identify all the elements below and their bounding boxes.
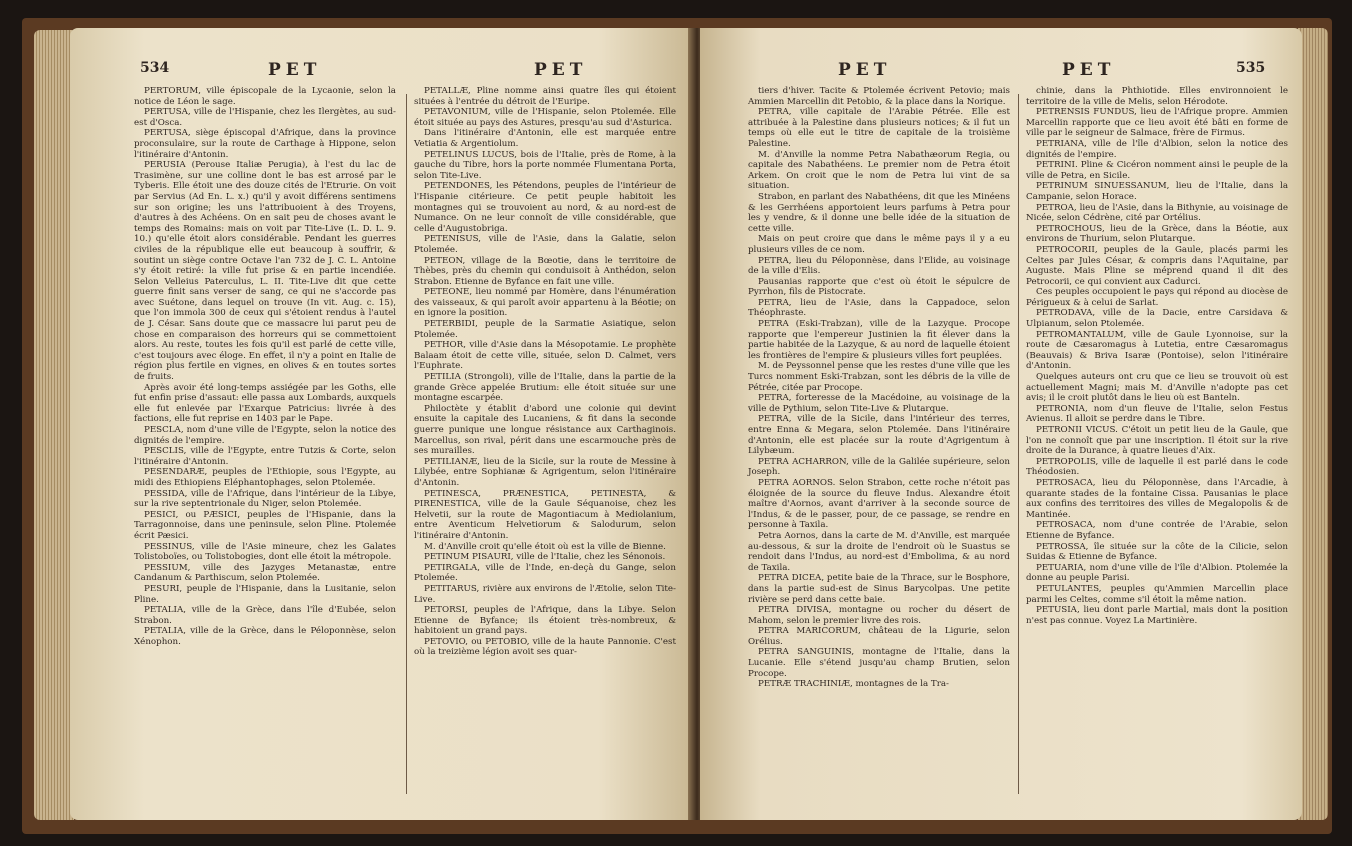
dictionary-entry: PETRODAVA, ville de la Dacie, entre Carsidava & Ulpianum, selon Ptolemée. bbox=[1026, 308, 1288, 330]
dictionary-entry: chinie, dans la Phthiotide. Elles environnoient le territoire de la ville de Melis, selon Hérodote. bbox=[1026, 86, 1288, 107]
dictionary-entry: PETENDONES, les Pétendons, peuples de l'intérieur de l'Hispanie citérieure. Ce petit peuple habitoit les montagnes qui se trouvoient au nord, & au nord-est de Numance. On ne leur connoît de ville considérable, que celle d'Augustobriga. bbox=[414, 181, 676, 234]
dictionary-entry: tiers d'hiver. Tacite & Ptolemée écrivent Petovio; mais Ammien Marcellin dit Petobio, & la place dans la Norique. bbox=[748, 86, 1010, 107]
dictionary-entry: PESSINUS, ville de l'Asie mineure, chez les Galates Tolistoboïes, ou Tolistobogies, dont elle étoit la métropole. bbox=[134, 541, 396, 563]
dictionary-entry: M. d'Anville croit qu'elle étoit où est la ville de Bienne. bbox=[424, 541, 666, 552]
dictionary-entry: PESENDARÆ, peuples de l'Ethiopie, sous l'Egypte, au midi des Ethiopiens Eléphantophages, selon Ptolemée. bbox=[134, 467, 396, 488]
dictionary-entry: PETROSSA, île située sur la côte de la Cilicie, selon Suidas & Etienne de Byfance. bbox=[1026, 541, 1288, 563]
left-col2-running-head: PET bbox=[534, 60, 588, 80]
dictionary-entry: PETRÆ TRACHINIÆ, montagnes de la Tra- bbox=[758, 679, 949, 690]
dictionary-entry: PETRA, lieu de l'Asie, dans la Cappadoce, selon Théophraste. bbox=[748, 297, 1010, 319]
right-col1-running-head: PET bbox=[838, 60, 892, 80]
dictionary-entry: PETRA, forteresse de la Macédoine, au voisinage de la ville de Pythium, selon Tite-Live & Plutarque. bbox=[748, 393, 1010, 414]
right-page-number: 535 bbox=[1236, 60, 1266, 76]
dictionary-entry: PETRA ACHARRON, ville de la Galilée supérieure, selon Joseph. bbox=[748, 456, 1010, 478]
dictionary-entry: PETHOR, ville d'Asie dans la Mésopotamie. Le prophète Balaam étoit de cette ville, située, selon D. Calmet, vers l'Euphrate. bbox=[414, 340, 676, 372]
dictionary-entry: Après avoir été long-temps assiégée par les Goths, elle fut enfin prise d'assaut: elle passa aux Lombards, auxquels elle fut enlevée par l'Exarque Patricius: livrée à des factions, elle fut reprise en 1403 par le Pape. bbox=[134, 382, 396, 425]
dictionary-entry: PETILIANÆ, lieu de la Sicile, sur la route de Messine à Lilybée, entre Sophianæ & Agrigentum, selon l'itinéraire d'Antonin. bbox=[414, 456, 676, 488]
dictionary-entry: PESCLIS, ville de l'Egypte, entre Tutzis & Corte, selon l'itinéraire d'Antonin. bbox=[134, 446, 396, 467]
dictionary-entry: PETENISUS, ville de l'Asie, dans la Galatie, selon Ptolemée. bbox=[414, 234, 676, 255]
dictionary-entry: Mais on peut croire que dans le même pays il y a eu plusieurs villes de ce nom. bbox=[748, 234, 1010, 255]
dictionary-entry: PETRA AORNOS. Selon Strabon, cette roche n'étoit pas éloignée de la source du fleuve Indus. Alexandre étoit maître d'Aornos, avant d'arriver à la seconde source de l'Indus, & de le passer, pour, de ce passage, se rendre en personne à Taxila. bbox=[748, 477, 1010, 531]
dictionary-entry: PETEON, village de la Bœotie, dans le territoire de Thèbes, près du chemin qui conduisoit à Anthédon, selon Strabon. Etienne de Byfance en fait une ville. bbox=[414, 255, 676, 287]
dictionary-entry: PESURI, peuple de l'Hispanie, dans la Lusitanie, selon Pline. bbox=[134, 583, 396, 605]
dictionary-entry: PETROSACA, nom d'une contrée de l'Arabie, selon Etienne de Byfance. bbox=[1026, 520, 1288, 541]
dictionary-entry: PETROMANTALUM, ville de Gaule Lyonnoise, sur la route de Cæsaromagus à Lutetia, entre Cæsaromagus (Beauvais) & Briva Isaræ (Pontoise), selon l'itinéraire d'Antonin. bbox=[1026, 329, 1288, 372]
dictionary-entry: PETORSI, peuples de l'Afrique, dans la Libye. Selon Etienne de Byfance; ils étoient très-nombreux, & habitoient un grand pays. bbox=[414, 605, 676, 637]
dictionary-entry: PETROA, lieu de l'Asie, dans la Bithynie, au voisinage de Nicée, selon Cédrène, cité par Ortélius. bbox=[1026, 202, 1288, 224]
dictionary-entry: PETUARIA, nom d'une ville de l'île d'Albion. Ptolemée la donne au peuple Parisi. bbox=[1026, 562, 1288, 584]
right-page-header bbox=[700, 60, 1302, 86]
dictionary-entry: PETRONIA, nom d'un fleuve de l'Italie, selon Festus Avienus. Il alloit se perdre dans le Tibre. bbox=[1026, 403, 1288, 425]
dictionary-entry: M. de Peyssonnel pense que les restes d'une ville que les Turcs nomment Eski-Trabzan, sont les débris de la ville de Pétrée, citée par Procope. bbox=[748, 361, 1010, 393]
dictionary-entry: PETILIA (Strongoli), ville de l'Italie, dans la partie de la grande Grèce appelée Brutium: elle étoit située sur une montagne escarpée. bbox=[414, 372, 676, 404]
right-page bbox=[700, 28, 1302, 820]
dictionary-entry: PETOVIO, ou PETOBIO, ville de la haute Pannonie. C'est où la treizième légion avoit ses quar- bbox=[414, 636, 676, 658]
dictionary-entry: PETITARUS, rivière aux environs de l'Ætolie, selon Tite-Live. bbox=[414, 583, 676, 605]
left-page-header bbox=[70, 60, 692, 86]
dictionary-entry: PERTORUM, ville épiscopale de la Lycaonie, selon la notice de Léon le sage. bbox=[134, 86, 396, 107]
left-col1-running-head: PET bbox=[268, 60, 322, 80]
dictionary-entry: PETALLÆ, Pline nomme ainsi quatre îles qui étoient situées à l'entrée du détroit de l'Euripe. bbox=[414, 86, 676, 107]
dictionary-entry: PETINUM PISAURI, ville de l'Italie, chez les Sénonois. bbox=[424, 552, 666, 563]
dictionary-entry: Ces peuples occupoient le pays qui répond au diocèse de Périgueux & à celui de Sarlat. bbox=[1026, 287, 1288, 308]
right-col2-running-head: PET bbox=[1062, 60, 1116, 80]
dictionary-entry: PETELINUS LUCUS, bois de l'Italie, près de Rome, à la gauche du Tibre, hors la porte nommée Flumentana Porta, selon Tite-Live. bbox=[414, 149, 676, 181]
dictionary-entry: PETRA DICEA, petite baie de la Thrace, sur le Bosphore, dans la partie sud-est de Sinus Barycolpas. Une petite rivière se perd dans cette baie. bbox=[748, 573, 1010, 605]
dictionary-entry: PETERBIDI, peuple de la Sarmatie Asiatique, selon Ptolemée. bbox=[414, 319, 676, 340]
dictionary-entry: PETRA SANGUINIS, montagne de l'Italie, dans la Lucanie. Elle s'étend jusqu'au champ Brutien, selon Procope. bbox=[748, 647, 1010, 679]
dictionary-entry: PETRINUM SINUESSANUM, lieu de l'Italie, dans la Campanie, selon Horace. bbox=[1026, 181, 1288, 202]
column-rule bbox=[406, 94, 407, 794]
dictionary-entry: PETRA, ville de la Sicile, dans l'intérieur des terres, entre Enna & Megara, selon Ptolemée. Dans l'itinéraire d'Antonin, elle est placée sur la route d'Agrigentum à Lilybæum. bbox=[748, 414, 1010, 457]
left-page-edges bbox=[34, 30, 74, 820]
right-page-edges bbox=[1298, 28, 1328, 820]
dictionary-entry: PESICI, ou PÆSICI, peuples de l'Hispanie, dans la Tarragonnoise, dans une peninsule, selon Pline. Ptolemée écrit Pæsici. bbox=[134, 509, 396, 541]
dictionary-entry: PERTUSA, siège épiscopal d'Afrique, dans la province proconsulaire, sur la route de Carthage à Hippone, selon l'itinéraire d'Antonin. bbox=[134, 128, 396, 160]
dictionary-entry: PETRA DIVISA, montagne ou rocher du désert de Mahom, selon le premier livre des rois. bbox=[748, 605, 1010, 626]
left-column-2 bbox=[414, 86, 676, 658]
dictionary-entry: Petra Aornos, dans la carte de M. d'Anville, est marquée au-dessous, & sur la droite de l'endroit où le Suastus se rendoit dans l'Indus, au nord-est d'Embolima, & au nord de Taxila. bbox=[748, 530, 1010, 573]
dictionary-entry: PETULANTES, peuples qu'Ammien Marcellin place parmi les Celtes, comme s'il étoit la même nation. bbox=[1026, 583, 1288, 605]
dictionary-entry: PETROCORII, peuples de la Gaule, placés parmi les Celtes par Jules César, & compris dans l'Aquitaine, par Auguste. Mais Pline se méprend quand il dit des Petrocorii, ce qui convient aux Cadurci. bbox=[1026, 244, 1288, 287]
dictionary-entry: M. d'Anville la nomme Petra Nabathæorum Regia, ou capitale des Nabathéens. Le premier nom de Petra étoit Arkem. On croit que le nom de Petra lui vint de sa situation. bbox=[748, 149, 1010, 192]
dictionary-entry: PETROPOLIS, ville de laquelle il est parlé dans le code Théodosien. bbox=[1026, 456, 1288, 478]
dictionary-entry: PETUSIA, lieu dont parle Martial, mais dont la position n'est pas connue. Voyez La Martinière. bbox=[1026, 605, 1288, 626]
dictionary-entry: PERUSIA (Perouse Italiæ Perugia), à l'est du lac de Trasimène, sur une colline dont le bas est arrosé par le Tyberis. Elle étoit une des douze cités de l'Etrurie. On voit par Servius (Ad En. L. x.) qu'il y avoit différens sentimens sur son origine; les uns l'attribuoient à des Troyens, d'autres à des Achéens. On en sait peu de choses avant le temps des Romains: mais on voit par Tite-Live (L. D. L. 9. 10.) qu'elle étoit alors considérable. Pendant les guerres civiles de la république elle eut beaucoup à souffrir, & soutint un siège contre Octave l'an 732 de J. C. L. Antoine s'y étoit retiré: la ville fut prise & en partie incendiée. Selon Velleius Paterculus, L. II. Tite-Live dit que cette guerre finit sans verser de sang, ce qui ne s'accorde pas avec Suétone, dans lequel on trouve (In vit. Aug. c. 15), que l'on immola 300 de ceux qui s'étoient rendus à l'autel de J. César. Sans doute que ce massacre lui parut peu de chose en comparaison des horreurs qui se commettoient alors. Au reste, toutes les fois qu'il est parlé de cette ville, c'est toujours avec éloge. En effet, il n'y a point en Italie de région plus fertile en vignes, en olives & en toutes sortes de fruits. bbox=[134, 160, 396, 383]
left-page bbox=[70, 28, 692, 820]
dictionary-entry: PETAVONIUM, ville de l'Hispanie, selon Ptolemée. Elle étoit située au pays des Astures, presqu'au sud d'Asturica. bbox=[414, 107, 676, 128]
dictionary-entry: PESCLA, nom d'une ville de l'Egypte, selon la notice des dignités de l'empire. bbox=[134, 425, 396, 446]
right-column-2 bbox=[1026, 86, 1288, 626]
dictionary-entry: PERTUSA, ville de l'Hispanie, chez les Ilergètes, au sud-est d'Osca. bbox=[134, 107, 396, 128]
dictionary-entry: PETIRGALA, ville de l'Inde, en-deçà du Gange, selon Ptolemée. bbox=[414, 562, 676, 584]
dictionary-entry: PETRA, ville capitale de l'Arabie Pétrée. Elle est attribuée à la Palestine dans plusieurs notices; & il fut un temps où elle eut le titre de capitale de la troisième Palestine. bbox=[748, 107, 1010, 149]
right-column-1 bbox=[748, 86, 1010, 690]
left-column-1 bbox=[134, 86, 396, 647]
dictionary-entry: PETRA, lieu du Péloponnèse, dans l'Elide, au voisinage de la ville d'Elis. bbox=[748, 255, 1010, 277]
dictionary-entry: PETALIA, ville de la Grèce, dans le Péloponnèse, selon Xénophon. bbox=[134, 626, 396, 647]
dictionary-entry: Strabon, en parlant des Nabathéens, dit que les Minéens & les Gerrhéens apportoient leurs parfums à Petra pour les y vendre, & il donne une belle idée de la situation de cette ville. bbox=[748, 191, 1010, 234]
dictionary-entry: PETRIANA, ville de l'île d'Albion, selon la notice des dignités de l'empire. bbox=[1026, 138, 1288, 160]
dictionary-entry: PETROCHOUS, lieu de la Grèce, dans la Béotie, aux environs de Thurium, selon Plutarque. bbox=[1026, 223, 1288, 245]
dictionary-entry: PETRINI. Pline & Cicéron nomment ainsi le peuple de la ville de Petra, en Sicile. bbox=[1026, 160, 1288, 181]
dictionary-entry: Quelques auteurs ont cru que ce lieu se trouvoit où est actuellement Magni; mais M. d'Anville n'adopte pas cet avis; il le croit plutôt dans le lieu où est Banteln. bbox=[1026, 372, 1288, 404]
dictionary-entry: Philoctète y établit d'abord une colonie qui devint ensuite la capitale des Lucaniens, & fit dans la seconde guerre punique une longue résistance aux Carthaginois. Marcellus, son rival, périt dans une escarmouche près de ses murailles. bbox=[414, 403, 676, 457]
dictionary-entry: PESSIUM, ville des Jazyges Metanastæ, entre Candanum & Parthiscum, selon Ptolemée. bbox=[134, 562, 396, 584]
dictionary-entry: Pausanias rapporte que c'est où étoit le sépulcre de Pyrrhon, fils de Pistocrate. bbox=[748, 276, 1010, 298]
dictionary-entry: Dans l'itinéraire d'Antonin, elle est marquée entre Vetiatia & Argentiolum. bbox=[414, 128, 676, 149]
left-page-number: 534 bbox=[140, 60, 170, 76]
dictionary-entry: PETRA (Eski-Trabzan), ville de la Lazyque. Procope rapporte que l'empereur Justinien la fit élever dans la partie habitée de la Lazyque, & au nord de laquelle étoient les frontières de l'empire & plusieurs villes fort peuplées. bbox=[748, 319, 1010, 361]
dictionary-entry: PETRONII VICUS. C'étoit un petit lieu de la Gaule, que l'on ne connoît que par une inscription. Il étoit sur la rive droite de la Durance, à quatre lieues d'Aix. bbox=[1026, 425, 1288, 457]
dictionary-entry: PETALIA, ville de la Grèce, dans l'île d'Eubée, selon Strabon. bbox=[134, 605, 396, 626]
dictionary-entry: PETINESCA, PRÆNESTICA, PETINESTA, & PIRENESTICA, ville de la Gaule Séquanoise, chez les Helvetii, sur la route de Magontiacum à Mediolanium, entre Aventicum Helvetiorum & Salodurum, selon l'itinéraire d'Antonin. bbox=[414, 488, 676, 541]
dictionary-entry: PETRA MARICORUM, château de la Ligurie, selon Orélius. bbox=[748, 626, 1010, 647]
dictionary-entry: PESSIDA, ville de l'Afrique, dans l'intérieur de la Libye, sur la rive septentrionale du Niger, selon Ptolemée. bbox=[134, 488, 396, 510]
dictionary-entry: PETEONE, lieu nommé par Homère, dans l'énumération des vaisseaux, & qui paroît avoir appartenu à la Béotie; on en ignore la position. bbox=[414, 287, 676, 319]
dictionary-entry: PETRENSIS FUNDUS, lieu de l'Afrique propre. Ammien Marcellin rapporte que ce lieu avoit été bâti en forme de ville par le seigneur de Salmace, frère de Firmus. bbox=[1026, 107, 1288, 139]
column-rule bbox=[1018, 94, 1019, 794]
dictionary-entry: PETROSACA, lieu du Péloponnèse, dans l'Arcadie, à quarante stades de la fontaine Cissa. Pausanias le place aux confins des territoires des villes de Megalopolis & de Mantinée. bbox=[1026, 477, 1288, 520]
